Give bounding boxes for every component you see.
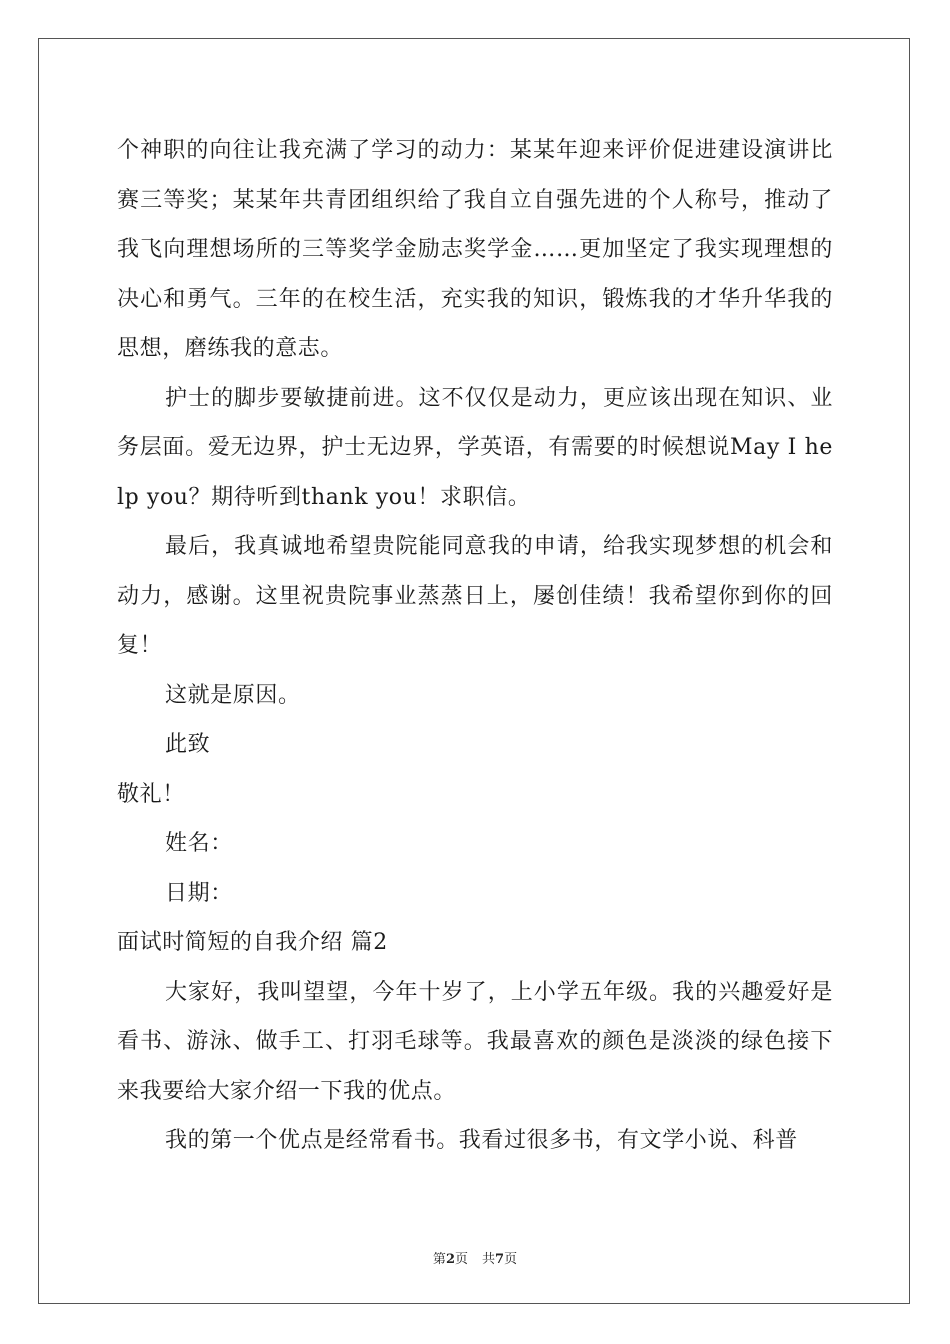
document-body bbox=[117, 126, 833, 1166]
total-prefix: 共 bbox=[482, 1252, 496, 1267]
paragraph: 这就是原因。 bbox=[165, 682, 301, 708]
paragraph: 护士的脚步要敏捷前进。这不仅仅是动力，更应该出现在知识、业务层面。爱无边界，护士无边界，学英语，有需要的时候想说May I help you？期待听到thank you！求职信。 bbox=[117, 385, 833, 510]
page-number: 2 bbox=[445, 1252, 455, 1267]
paragraph: 我的第一个优点是经常看书。我看过很多书，有文学小说、科普 bbox=[165, 1128, 798, 1153]
page-footer bbox=[0, 1248, 950, 1267]
name-field-label: 姓名： bbox=[165, 831, 233, 856]
paragraph: 最后，我真诚地希望贵院能同意我的申请，给我实现梦想的机会和动力，感谢。这里祝贵院事业蒸蒸日上，屡创佳绩！我希望你到你的回复！ bbox=[117, 534, 833, 658]
closing-respect: 敬礼！ bbox=[117, 781, 185, 807]
date-field-label: 日期： bbox=[165, 880, 233, 906]
page-suffix: 页 bbox=[454, 1252, 468, 1267]
closing-salutation: 此致 bbox=[165, 732, 211, 757]
page-prefix: 第 bbox=[432, 1252, 446, 1267]
total-suffix: 页 bbox=[504, 1252, 518, 1267]
section-heading: 面试时简短的自我介绍 篇2 bbox=[117, 930, 388, 955]
paragraph: 大家好，我叫望望，今年十岁了，上小学五年级。我的兴趣爱好是看书、游泳、做手工、打羽毛球等。我最喜欢的颜色是淡淡的绿色接下来我要给大家介绍一下我的优点。 bbox=[117, 979, 833, 1104]
total-pages: 7 bbox=[495, 1252, 505, 1267]
paragraph: 个神职的向往让我充满了学习的动力：某某年迎来评价促进建设演讲比赛三等奖；某某年共青团组织给了我自立自强先进的个人称号，推动了我飞向理想场所的三等奖学金励志奖学金……更加坚定了我实现理想的决心和勇气。三年的在校生活，充实我的知识，锻炼我的才华升华我的思想，磨练我的意志。 bbox=[117, 138, 833, 361]
